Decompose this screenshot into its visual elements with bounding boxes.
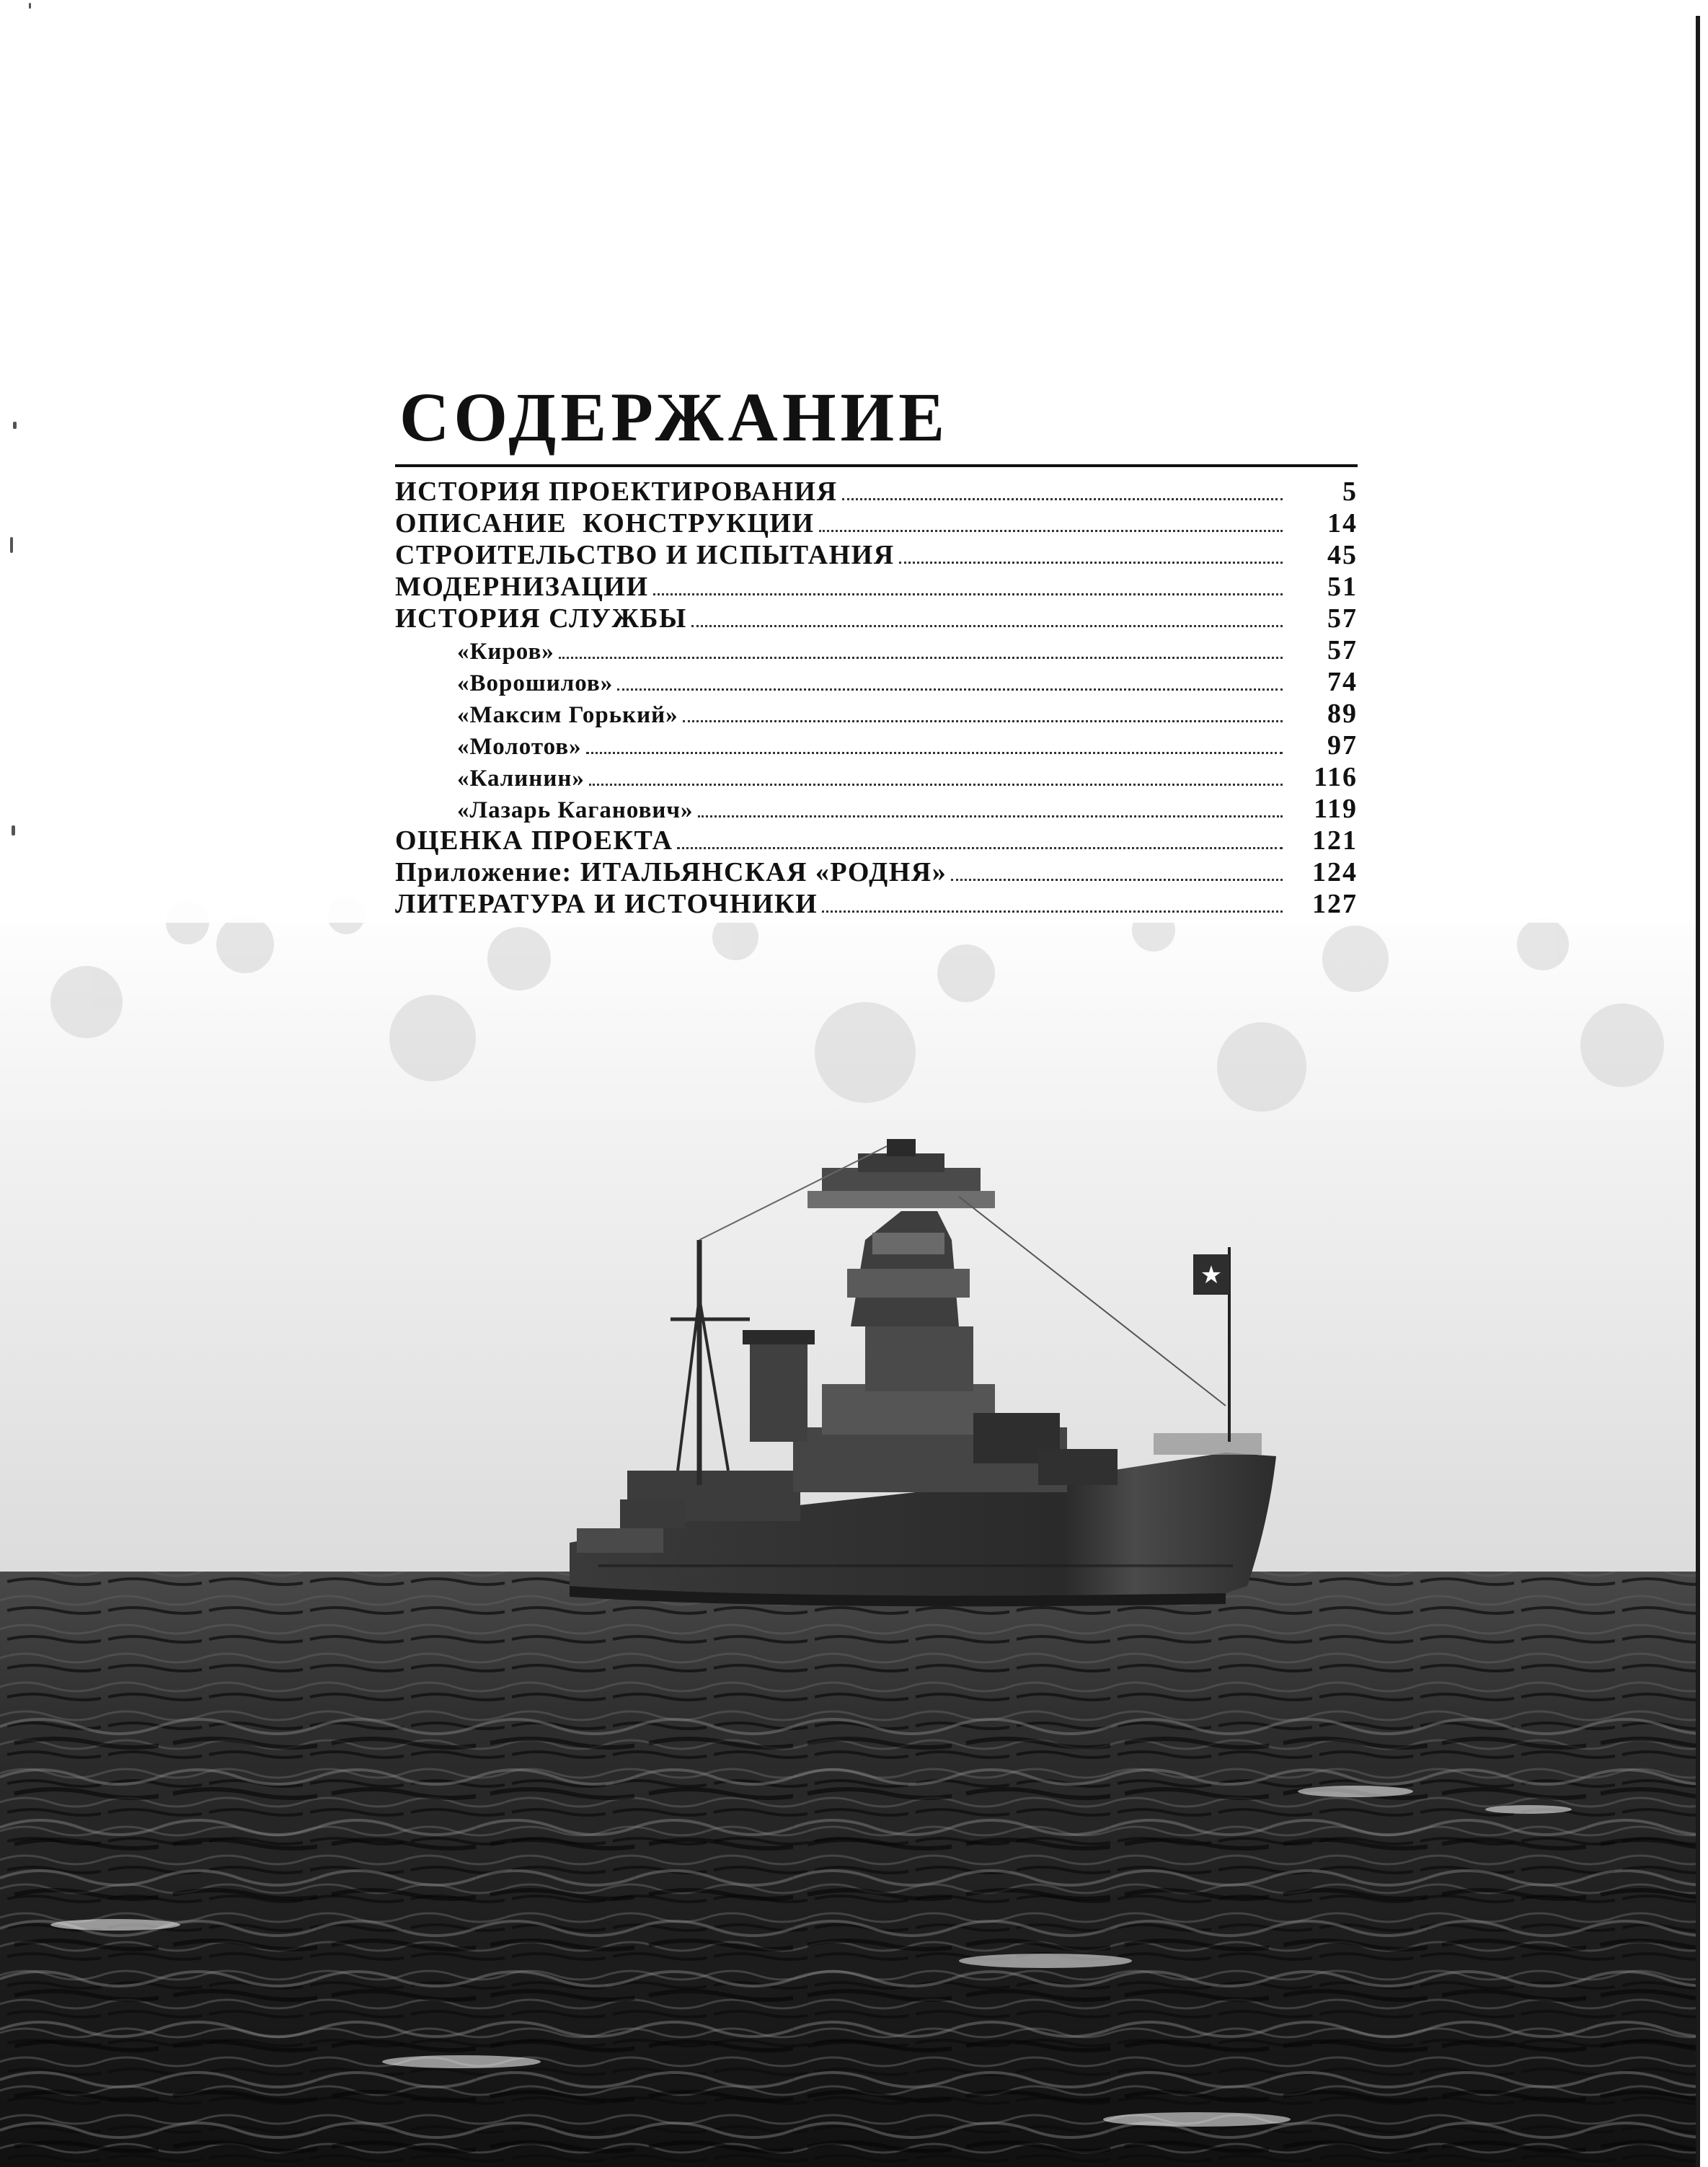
cruiser-photo: [0, 894, 1696, 2167]
toc-entry-label: ИСТОРИЯ ПРОЕКТИРОВАНИЯ: [395, 477, 838, 507]
toc-entry-page: 127: [1312, 889, 1358, 919]
toc-entry-label: «Киров»: [457, 639, 554, 665]
toc-leader-dots: [589, 784, 1283, 786]
toc-leader-dots: [842, 498, 1283, 500]
toc-entry-label: МОДЕРНИЗАЦИИ: [395, 572, 649, 602]
toc-entry[interactable]: [395, 888, 1358, 920]
toc-entry-page: 45: [1327, 540, 1358, 570]
toc-entry[interactable]: [395, 856, 1358, 888]
toc-leader-dots: [691, 625, 1283, 627]
toc-leader-dots: [653, 593, 1283, 595]
toc-entry-page: 124: [1312, 857, 1358, 887]
scan-speck: [29, 3, 31, 9]
toc-entry[interactable]: [395, 825, 1358, 856]
page-edge-line: [1696, 16, 1700, 2167]
toc-leader-dots: [677, 847, 1283, 849]
toc-subentry[interactable]: [395, 698, 1358, 730]
toc-entry[interactable]: [395, 539, 1358, 571]
toc-subentry[interactable]: [395, 761, 1358, 793]
toc-entry-page: 57: [1327, 603, 1358, 634]
toc-entry-page: 121: [1312, 825, 1358, 856]
toc-entry-page: 74: [1327, 667, 1358, 697]
toc-entry-page: 89: [1327, 699, 1358, 729]
toc-entry-label: ИСТОРИЯ СЛУЖБЫ: [395, 603, 687, 634]
toc-entry-label: Приложение: ИТАЛЬЯНСКАЯ «РОДНЯ»: [395, 857, 947, 887]
scan-speck: [10, 537, 13, 553]
toc-entry-label: «Лазарь Каганович»: [457, 797, 694, 823]
title-rule: [395, 464, 1358, 467]
toc-entry-label: ОПИСАНИЕ КОНСТРУКЦИИ: [395, 508, 815, 539]
toc-entry[interactable]: [395, 571, 1358, 603]
toc-entry[interactable]: [395, 603, 1358, 634]
scan-speck: [12, 825, 15, 836]
toc-leader-dots: [899, 562, 1283, 564]
toc-list: [395, 476, 1358, 920]
page-title: СОДЕРЖАНИЕ: [399, 378, 950, 456]
toc-entry-label: «Максим Горький»: [457, 702, 678, 728]
toc-entry-page: 14: [1327, 508, 1358, 539]
toc-leader-dots: [822, 910, 1283, 913]
scan-speck: [13, 422, 17, 429]
toc-leader-dots: [586, 752, 1283, 754]
toc-subentry[interactable]: [395, 666, 1358, 698]
toc-entry-label: «Калинин»: [457, 766, 585, 792]
toc-entry-label: ОЦЕНКА ПРОЕКТА: [395, 825, 673, 856]
toc-leader-dots: [698, 815, 1283, 817]
toc-entry-label: «Молотов»: [457, 734, 582, 760]
toc-leader-dots: [683, 720, 1283, 722]
toc-entry-page: 57: [1327, 635, 1358, 665]
toc-subentry[interactable]: [395, 634, 1358, 666]
flag-star: ★: [1200, 1261, 1223, 1290]
toc-entry[interactable]: [395, 508, 1358, 539]
toc-entry[interactable]: [395, 476, 1358, 508]
cruiser-photo-svg: [0, 894, 1696, 2167]
toc-leader-dots: [617, 688, 1283, 691]
toc-entry-page: 5: [1342, 477, 1358, 507]
toc-entry-page: 116: [1314, 762, 1358, 792]
toc-leader-dots: [819, 530, 1283, 532]
toc-entry-label: СТРОИТЕЛЬСТВО И ИСПЫТАНИЯ: [395, 540, 895, 570]
toc-entry-label: ЛИТЕРАТУРА И ИСТОЧНИКИ: [395, 889, 818, 919]
toc-leader-dots: [951, 879, 1283, 881]
toc-subentry[interactable]: [395, 730, 1358, 761]
table-of-contents: [395, 375, 1358, 920]
toc-entry-page: 119: [1314, 794, 1358, 824]
toc-entry-label: «Ворошилов»: [457, 670, 614, 696]
toc-entry-page: 97: [1327, 730, 1358, 761]
toc-entry-page: 51: [1327, 572, 1358, 602]
toc-subentry[interactable]: [395, 793, 1358, 825]
toc-leader-dots: [559, 657, 1283, 659]
